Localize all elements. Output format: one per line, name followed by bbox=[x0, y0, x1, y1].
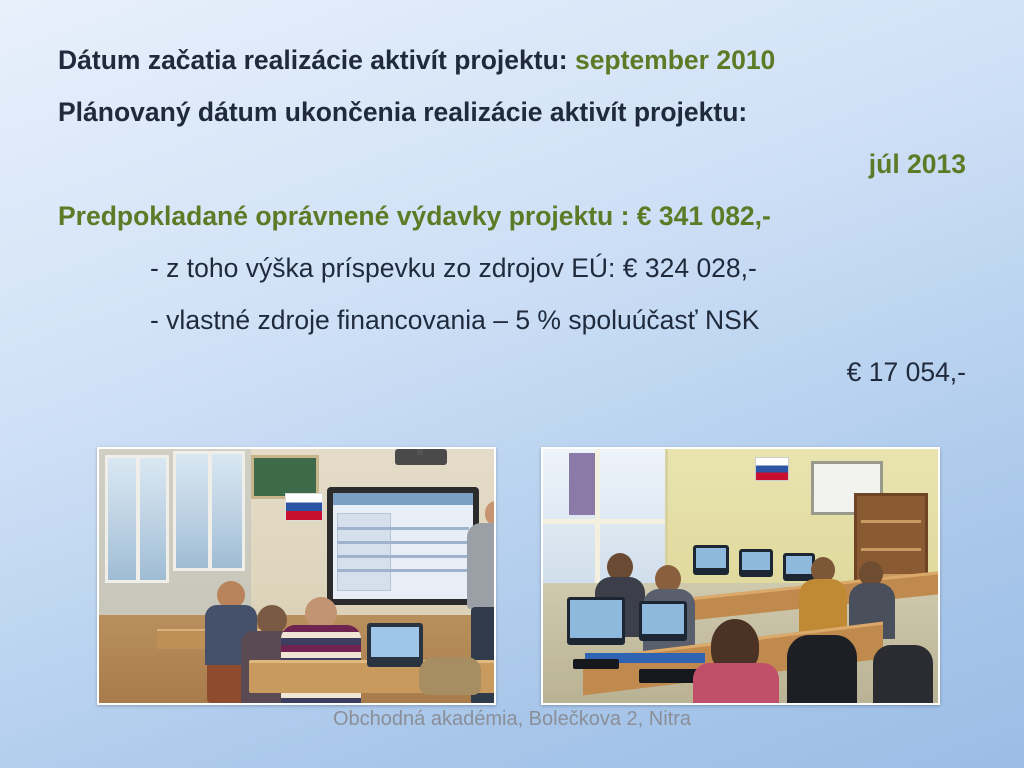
shelf-row bbox=[861, 548, 921, 551]
photo-classroom-whiteboard bbox=[97, 447, 496, 705]
window-mullion bbox=[595, 449, 600, 599]
slide-caption: Obchodná akadémia, Bolečkova 2, Nitra bbox=[333, 708, 691, 730]
project-start-date-line bbox=[58, 34, 966, 86]
classroom-window-right bbox=[173, 451, 245, 571]
shelf-row bbox=[861, 520, 921, 523]
eligible-expenses-line bbox=[58, 190, 966, 242]
monitor bbox=[693, 545, 729, 575]
lab-windows bbox=[543, 449, 668, 599]
eu-contribution-line bbox=[58, 242, 966, 294]
window-curtain bbox=[569, 453, 595, 515]
monitor-screen bbox=[742, 552, 770, 570]
window-mullion bbox=[136, 458, 140, 580]
eu-contribution-value: - z toho výška príspevku zo zdrojov EÚ: € 324 028,- bbox=[150, 253, 757, 283]
keyboard bbox=[573, 659, 619, 669]
own-resources-line bbox=[58, 294, 966, 346]
monitor-screen bbox=[642, 604, 684, 634]
classroom-window-left bbox=[105, 455, 169, 583]
own-resources-amount-line bbox=[58, 346, 966, 398]
project-start-date-label: Dátum začatia realizácie aktivít projektu: bbox=[58, 45, 575, 75]
project-end-date-value: júl 2013 bbox=[868, 149, 966, 179]
laptop-screen bbox=[371, 627, 419, 657]
slide-text-block bbox=[0, 34, 1024, 398]
slovak-flag-left-photo bbox=[285, 493, 323, 521]
monitor-screen bbox=[696, 548, 726, 568]
whiteboard-app-panel bbox=[337, 513, 391, 591]
interactive-whiteboard bbox=[327, 487, 479, 605]
own-resources-amount: € 17 054,- bbox=[846, 357, 966, 387]
monitor-screen bbox=[786, 556, 812, 574]
photo-row bbox=[0, 447, 1024, 705]
whiteboard-text-line bbox=[337, 541, 469, 544]
eligible-expenses-value: Predpokladané oprávnené výdavky projektu : € 341 082,- bbox=[58, 201, 771, 231]
whiteboard-app-header bbox=[333, 493, 473, 505]
whiteboard-text-line bbox=[337, 527, 469, 530]
office-chair bbox=[873, 645, 933, 705]
monitor bbox=[567, 597, 625, 645]
whiteboard-text-line bbox=[337, 555, 469, 558]
bag bbox=[419, 657, 481, 695]
photo-computer-lab bbox=[541, 447, 940, 705]
project-start-date-value: september 2010 bbox=[574, 45, 776, 75]
monitor-screen bbox=[570, 600, 622, 638]
own-resources-value: - vlastné zdroje financovania – 5 % spoluúčasť NSK bbox=[150, 305, 760, 335]
presenter-body bbox=[467, 523, 496, 609]
projector-mount bbox=[417, 447, 423, 455]
project-end-date-label-line bbox=[58, 86, 966, 138]
presenter-head bbox=[485, 501, 496, 525]
window-mullion bbox=[543, 519, 665, 524]
project-end-date-label: Plánovaný dátum ukončenia realizácie aktivít projektu: bbox=[58, 97, 748, 127]
project-end-date-value-line bbox=[58, 138, 966, 190]
office-chair bbox=[787, 635, 857, 705]
window-mullion bbox=[208, 454, 212, 568]
slovak-flag-right-photo bbox=[755, 457, 789, 481]
monitor bbox=[739, 549, 773, 577]
monitor bbox=[639, 601, 687, 641]
laptop bbox=[367, 623, 423, 667]
foreground-student-body bbox=[693, 663, 779, 705]
whiteboard-text-line bbox=[337, 569, 469, 572]
